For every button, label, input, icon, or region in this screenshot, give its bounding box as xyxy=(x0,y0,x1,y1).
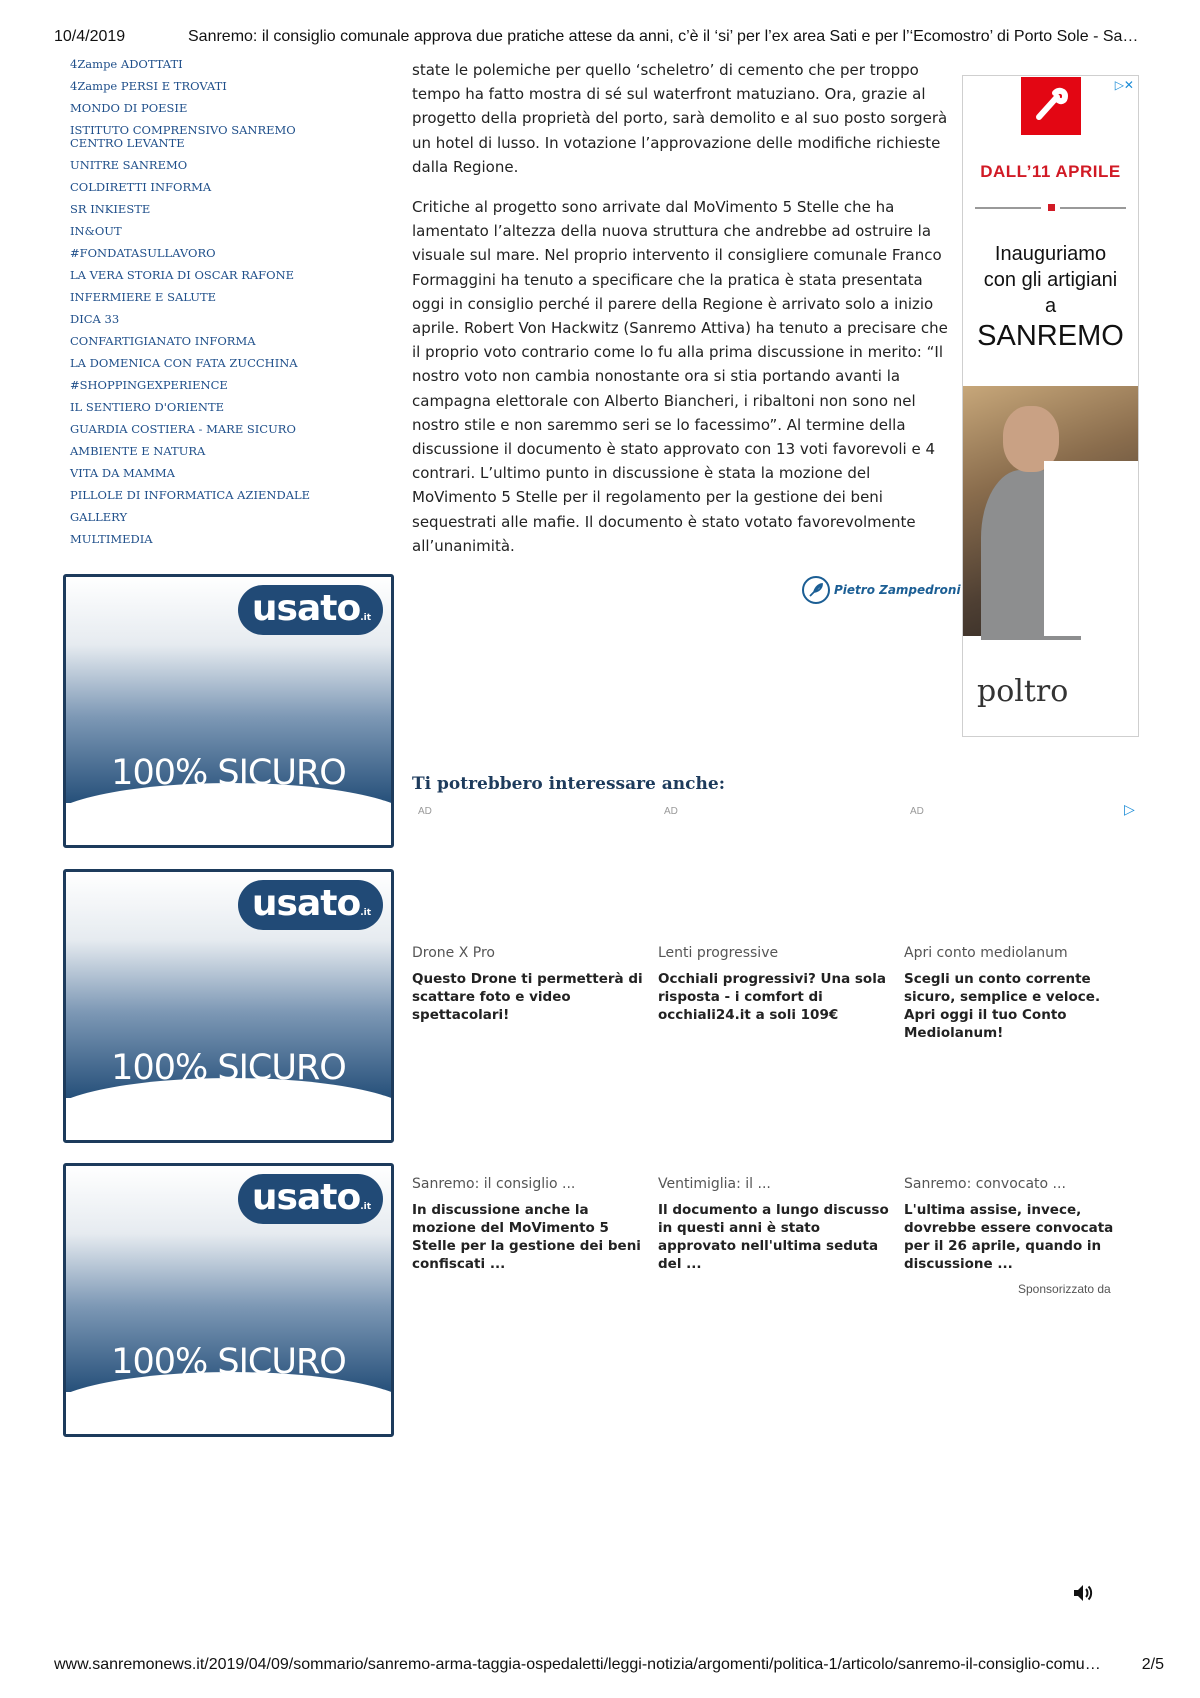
author-signature[interactable] xyxy=(802,576,961,604)
ad-headline-line: Inauguriamo xyxy=(994,243,1107,265)
feather-icon xyxy=(802,576,830,604)
sidebar-item[interactable]: COLDIRETTI INFORMA xyxy=(70,180,212,194)
print-url: www.sanremonews.it/2019/04/09/sommario/sanremo-arma-taggia-ospedaletti/leggi-notizia/argomenti/politica-1/articolo/sanremo-il-consiglio-comu… xyxy=(54,1656,1101,1673)
usato-tagline: 100% SICURO xyxy=(111,1342,346,1382)
sidebar-item[interactable]: IL SENTIERO D'ORIENTE xyxy=(70,400,225,414)
usato-logo-text: usato xyxy=(251,1177,361,1218)
card-description: In discussione anche la mozione del MoVimento 5 Stelle per la gestione dei beni confiscati ... xyxy=(412,1202,641,1272)
ad-date: DALL’11 APRILE xyxy=(980,162,1121,181)
usato-tagline: 100% SICURO xyxy=(111,753,346,793)
card-source: Lenti progressive xyxy=(658,945,779,961)
print-date: 10/4/2019 xyxy=(54,28,126,45)
sidebar-item[interactable]: MONDO DI POESIE xyxy=(70,101,188,115)
sidebar-item[interactable]: GALLERY xyxy=(70,510,128,524)
usato-logo-text: usato xyxy=(251,883,361,924)
sidebar-nav xyxy=(70,58,350,555)
sidebar-item[interactable]: LA DOMENICA CON FATA ZUCCHINA xyxy=(70,356,298,370)
article-body xyxy=(412,58,952,574)
card-description: Scegli un conto corrente sicuro, semplice e veloce. Apri oggi il tuo Conto Mediolanum! xyxy=(904,971,1101,1041)
speaker-icon[interactable] xyxy=(1072,1582,1094,1608)
usato-logo xyxy=(238,880,383,930)
usato-banner-ad[interactable] xyxy=(63,574,394,848)
ad-headline-line: con gli artigiani xyxy=(983,269,1118,291)
ad-brand-logo: poltro xyxy=(977,674,1069,709)
ad-label: AD xyxy=(418,806,432,817)
sidebar-item[interactable]: 4Zampe ADOTTATI xyxy=(70,57,183,71)
related-card[interactable] xyxy=(904,1175,1136,1273)
card-source: Drone X Pro xyxy=(412,945,495,961)
usato-logo-suffix: .it xyxy=(360,613,371,623)
sidebar-item[interactable]: INFERMIERE E SALUTE xyxy=(70,290,217,304)
related-card[interactable] xyxy=(412,944,644,1024)
sidebar-item[interactable]: CONFARTIGIANATO INFORMA xyxy=(70,334,256,348)
adchoices-icon[interactable]: ▷✕ xyxy=(1114,78,1134,92)
adchoices-icon[interactable]: ▷ xyxy=(1124,802,1135,818)
card-description: Il documento a lungo discusso in questi anni è stato approvato nell'ultima seduta del ... xyxy=(658,1202,889,1272)
sidebar-item[interactable]: UNITRE SANREMO xyxy=(70,158,188,172)
sidebar-item[interactable]: PILLOLE DI INFORMATICA AZIENDALE xyxy=(70,488,311,502)
print-title: Sanremo: il consiglio comunale approva due pratiche attese da anni, c’è il ‘si’ per l’ex area Sati e per l’‘Ecomostro’ di Porto Sole - Sa… xyxy=(188,28,1139,45)
related-card[interactable] xyxy=(658,1175,890,1273)
ad-headline xyxy=(963,241,1138,319)
card-description: L'ultima assise, invece, dovrebbe essere convocata per il 26 aprile, quando in discussione ... xyxy=(904,1202,1114,1272)
usato-logo xyxy=(238,585,383,635)
ad-headline-line: a xyxy=(1044,295,1057,317)
sponsored-by[interactable]: Sponsorizzato da xyxy=(1018,1282,1111,1296)
card-source: Sanremo: il consiglio ... xyxy=(412,1176,576,1192)
divider xyxy=(975,207,1041,209)
usato-banner-ad[interactable] xyxy=(63,1163,394,1437)
related-heading: Ti potrebbero interessare anche: xyxy=(412,774,725,794)
sidebar-item[interactable]: AMBIENTE E NATURA xyxy=(70,444,206,458)
brand-tile xyxy=(1021,77,1081,135)
card-source: Apri conto mediolanum xyxy=(904,945,1068,961)
sidebar-item[interactable]: SR INKIESTE xyxy=(70,202,151,216)
sidebar-item[interactable]: VITA DA MAMMA xyxy=(70,466,175,480)
ad-label: AD xyxy=(910,806,924,817)
sidebar-item[interactable]: MULTIMEDIA xyxy=(70,532,153,546)
sidebar-item[interactable]: DICA 33 xyxy=(70,312,120,326)
usato-logo xyxy=(238,1174,383,1224)
sidebar-item[interactable]: ISTITUTO COMPRENSIVO SANREMO CENTRO LEVANTE xyxy=(70,123,296,150)
ad-city: SANREMO xyxy=(977,320,1124,352)
artisan-photo xyxy=(963,386,1139,636)
right-sidebar-ad[interactable] xyxy=(962,75,1139,737)
divider xyxy=(1060,207,1126,209)
card-source: Ventimiglia: il ... xyxy=(658,1176,771,1192)
ad-label: AD xyxy=(664,806,678,817)
sidebar-item[interactable]: #FONDATASULLAVORO xyxy=(70,246,216,260)
sidebar-item[interactable]: 4Zampe PERSI E TROVATI xyxy=(70,79,227,93)
usato-logo-suffix: .it xyxy=(360,1202,371,1212)
usato-logo-suffix: .it xyxy=(360,908,371,918)
photo-overlay xyxy=(1044,461,1139,636)
card-description: Occhiali progressivi? Una sola risposta - i comfort di occhiali24.it a soli 109€ xyxy=(658,971,886,1023)
divider-dot xyxy=(1048,204,1055,211)
card-source: Sanremo: convocato ... xyxy=(904,1176,1066,1192)
print-page-number: 2/5 xyxy=(1141,1656,1164,1673)
article-paragraph: state le polemiche per quello ‘scheletro’ di cemento che per troppo tempo ha fatto mostra di sé sul waterfront matuziano. Ora, grazie al progetto della proprietà del porto, sarà demolito e al suo posto sorgerà un hotel di lusso. In votazione l’approvazione delle modifiche richieste dalla Regione. xyxy=(412,61,948,176)
usato-logo-text: usato xyxy=(251,588,361,629)
related-card[interactable] xyxy=(658,944,890,1024)
related-card[interactable] xyxy=(904,944,1136,1042)
sidebar-item[interactable]: LA VERA STORIA DI OSCAR RAFONE xyxy=(70,268,295,282)
article-paragraph: Critiche al progetto sono arrivate dal MoVimento 5 Stelle che ha lamentato l’altezza della nuova struttura che andrebbe ad ostruire la visuale sul mare. Nel proprio intervento il consigliere comunale Franco Formaggini ha tenuto a specificare che la pratica è stata presentata oggi in consiglio perché il parere della Regione è arrivato solo a inizio aprile. Robert Von Hackwitz (Sanremo Attiva) ha tenuto a precisare che il proprio voto contrario come lo fu alla prima discussione in merito: “Il nostro voto non cambia nonostante ora si stia portando avanti la campagna elettorale con Alberto Biancheri, i ribaltoni non sono nel nostro stile e non saremmo seri se lo facessimo”. Al termine della discussione il documento è stato approvato con 13 voti favorevoli e 4 contrari. L’ultimo punto in discussione è stata la mozione del MoVimento 5 Stelle per il regolamento per la gestione dei beni sequestrati alle mafie. Il documento è stato votato favorevolmente all’unanimità. xyxy=(412,198,948,555)
sidebar-item[interactable]: IN&OUT xyxy=(70,224,122,238)
usato-tagline: 100% SICURO xyxy=(111,1048,346,1088)
author-name: Pietro Zampedroni xyxy=(834,583,961,597)
sidebar-item[interactable]: #SHOPPINGEXPERIENCE xyxy=(70,378,228,392)
related-card[interactable] xyxy=(412,1175,644,1273)
sidebar-item[interactable]: GUARDIA COSTIERA - MARE SICURO xyxy=(70,422,296,436)
card-description: Questo Drone ti permetterà di scattare foto e video spettacolari! xyxy=(412,971,643,1023)
usato-banner-ad[interactable] xyxy=(63,869,394,1143)
